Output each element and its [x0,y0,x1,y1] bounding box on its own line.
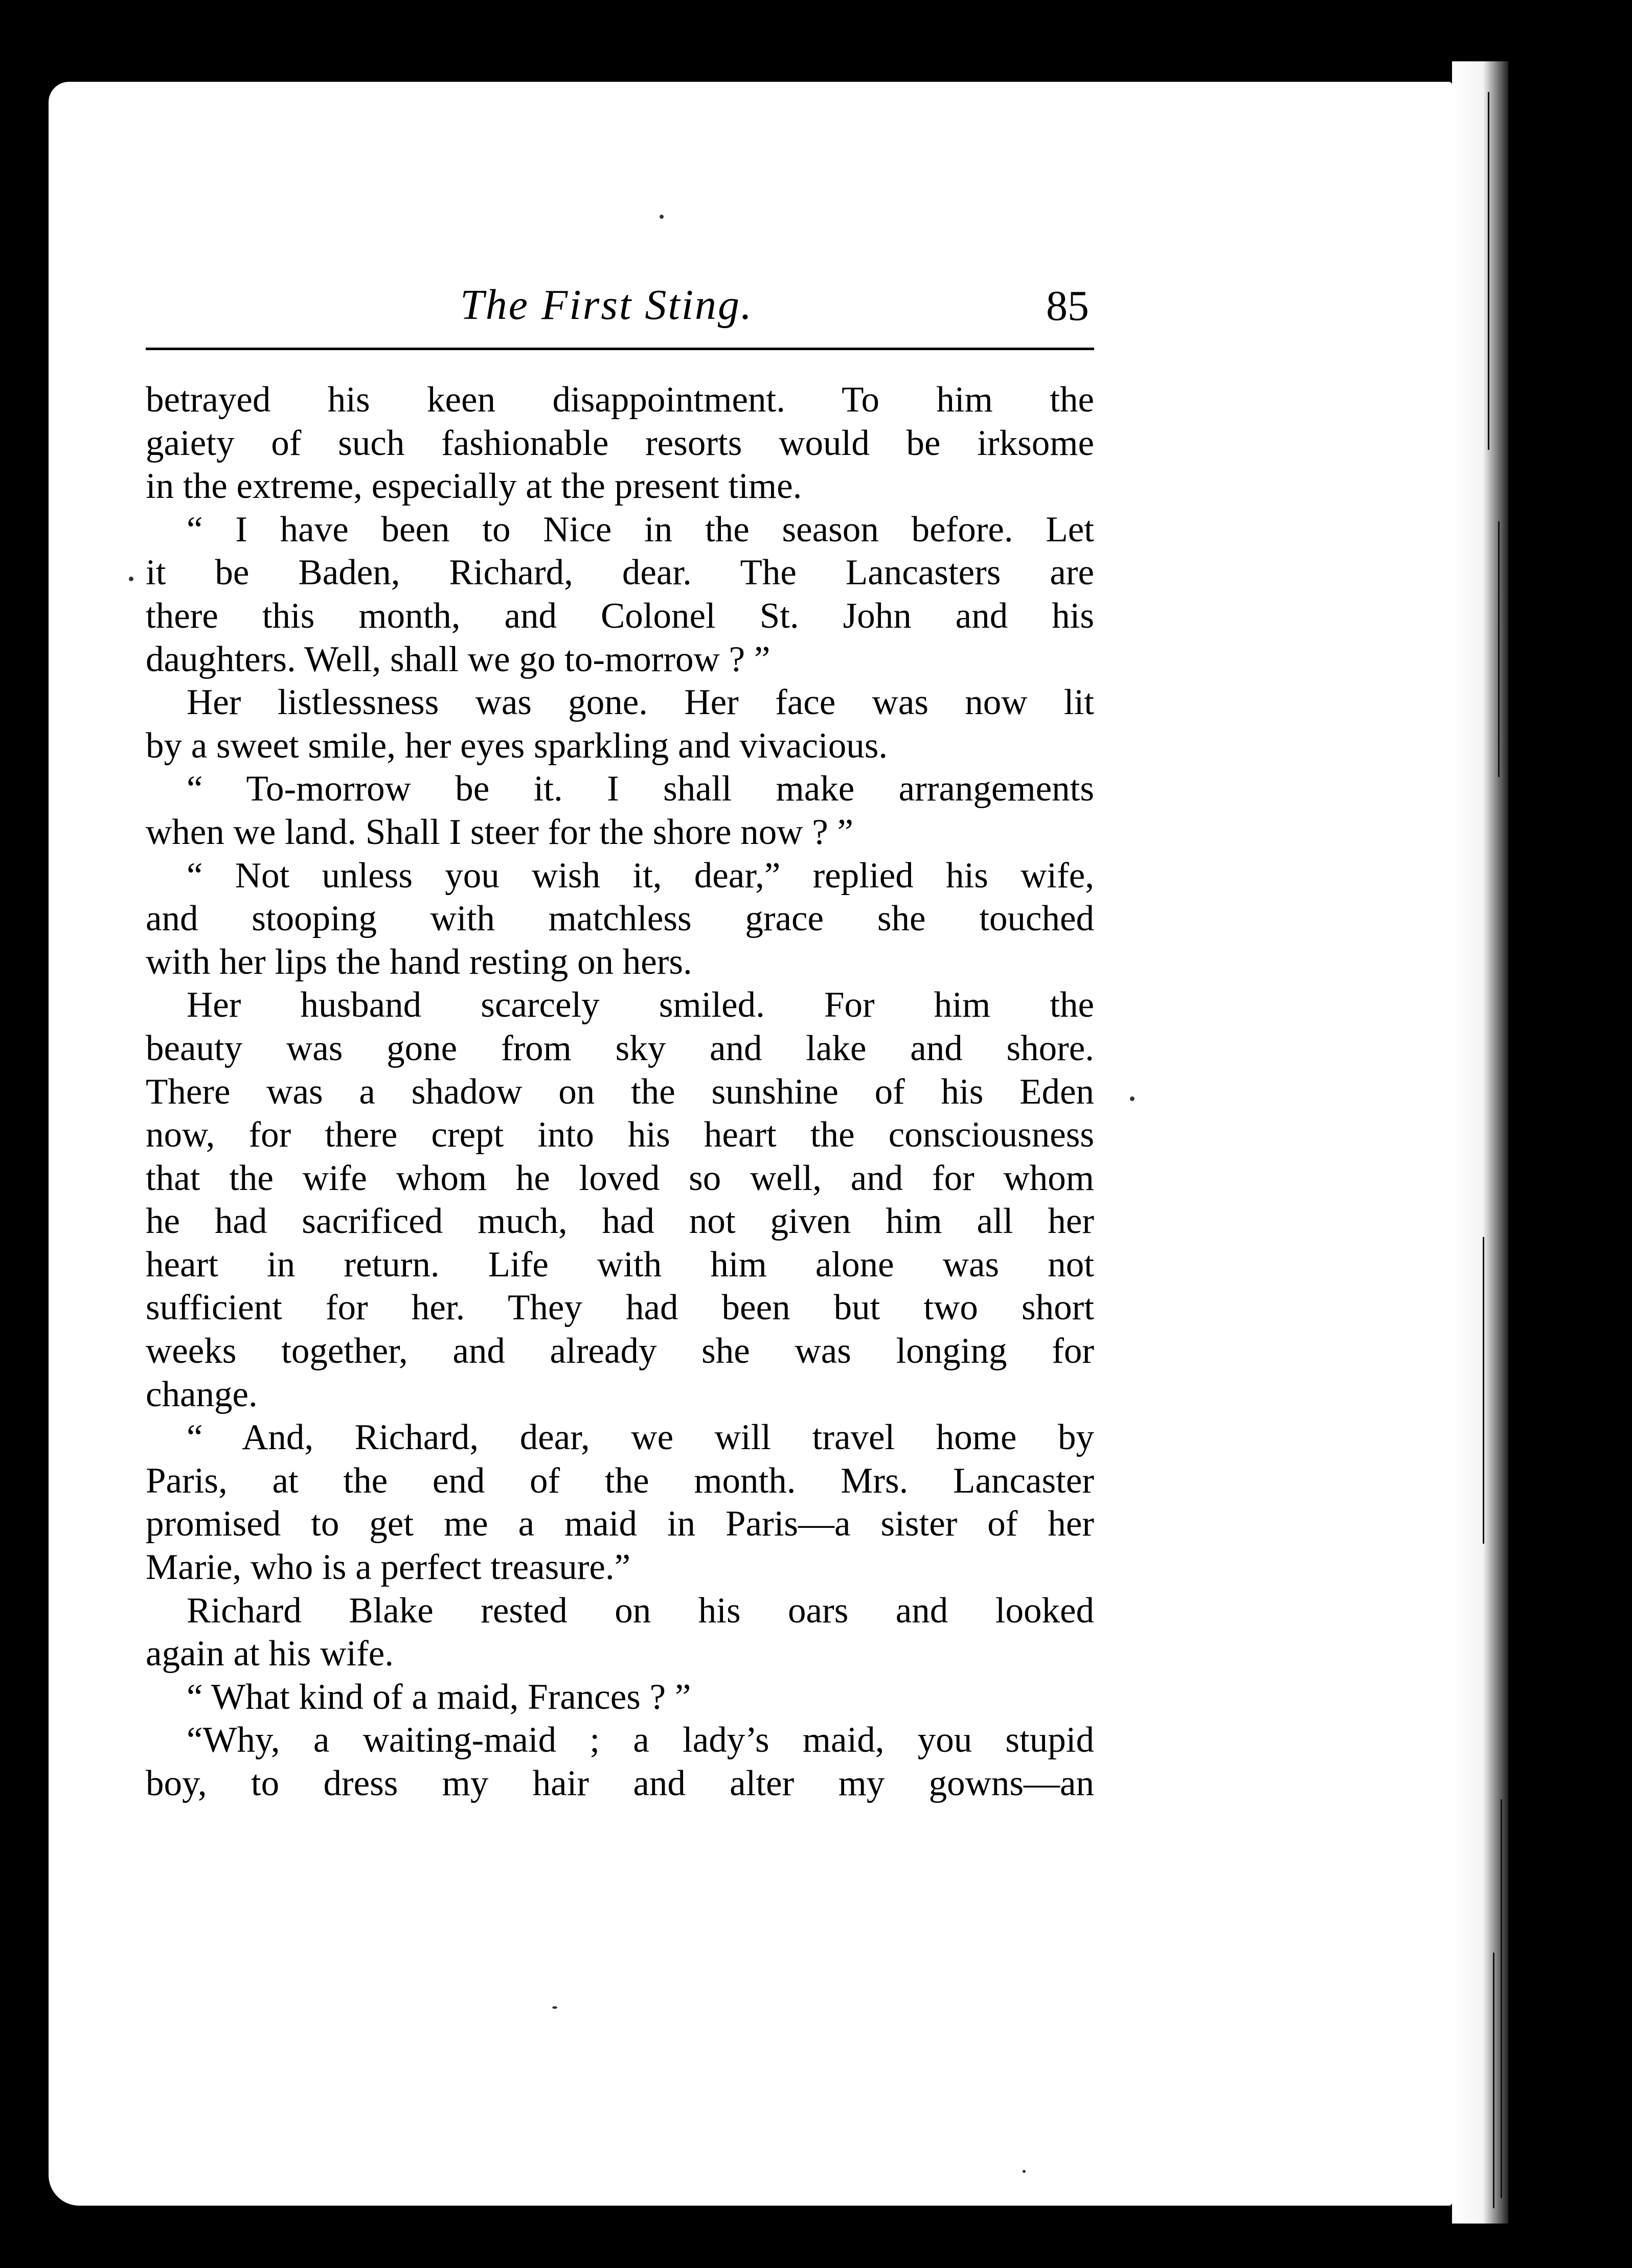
body-text [146,378,1094,1805]
text-line: “ What kind of a maid, Frances ? ” [187,1677,691,1717]
text-line: Richard Blake rested on his oars and looked [187,1590,1094,1631]
text-line: “ To-morrow be it. I shall make arrangements [187,769,1094,809]
print-speck [129,577,133,581]
text-line: beauty was gone from sky and lake and shore. [146,1028,1094,1068]
text-line: he had sacrificed much, had not given him all her [146,1201,1094,1242]
running-title: The First Sting. [460,281,754,329]
text-line: “Why, a waiting-maid ; a lady’s maid, you stupid [187,1720,1094,1760]
page-edge-shadow [1452,61,1508,2224]
text-line: by a sweet smile, her eyes sparkling and vivacious. [146,725,888,766]
text-line: now, for there crept into his heart the consciousness [146,1115,1094,1155]
text-line: sufficient for her. They had been but two short [146,1288,1094,1328]
text-line: weeks together, and already she was longing for [146,1331,1094,1371]
page-header [146,276,1094,350]
print-speck [1130,1096,1135,1101]
print-speck [660,215,664,219]
text-line: betrayed his keen disappointment. To him the [146,380,1094,420]
text-line: promised to get me a maid in Paris—a sister of her [146,1504,1094,1544]
text-line: Marie, who is a perfect treasure.” [146,1547,631,1588]
text-line: when we land. Shall I steer for the shore now ? ” [146,812,854,852]
text-line: “ I have been to Nice in the season before. Let [187,509,1094,549]
text-line: Her husband scarcely smiled. For him the [187,985,1094,1025]
page-number: 85 [1046,282,1089,330]
text-line: and stooping with matchless grace she touched [146,899,1094,939]
text-line: “ And, Richard, dear, we will travel home by [187,1417,1094,1458]
text-line: in the extreme, especially at the present time. [146,466,802,507]
text-line: boy, to dress my hair and alter my gowns—an [146,1763,1094,1803]
text-line: daughters. Well, shall we go to-morrow ? ” [146,639,770,679]
text-line: change. [146,1374,258,1414]
text-line: gaiety of such fashionable resorts would be irksome [146,423,1094,463]
text-line: heart in return. Life with him alone was not [146,1244,1094,1285]
text-line: there this month, and Colonel St. John and his [146,595,1094,636]
print-speck [1023,2170,1026,2173]
text-line: with her lips the hand resting on hers. [146,942,692,982]
print-speck [552,2006,557,2009]
text-line: again at his wife. [146,1634,394,1674]
text-line: There was a shadow on the sunshine of his Eden [146,1071,1094,1112]
text-line: it be Baden, Richard, dear. The Lancasters are [146,553,1094,593]
text-line: Paris, at the end of the month. Mrs. Lancaster [146,1460,1094,1501]
text-line: “ Not unless you wish it, dear,” replied his wife, [187,855,1094,896]
text-line: that the wife whom he loved so well, and for whom [146,1158,1094,1198]
text-line: Her listlessness was gone. Her face was now lit [187,682,1094,723]
